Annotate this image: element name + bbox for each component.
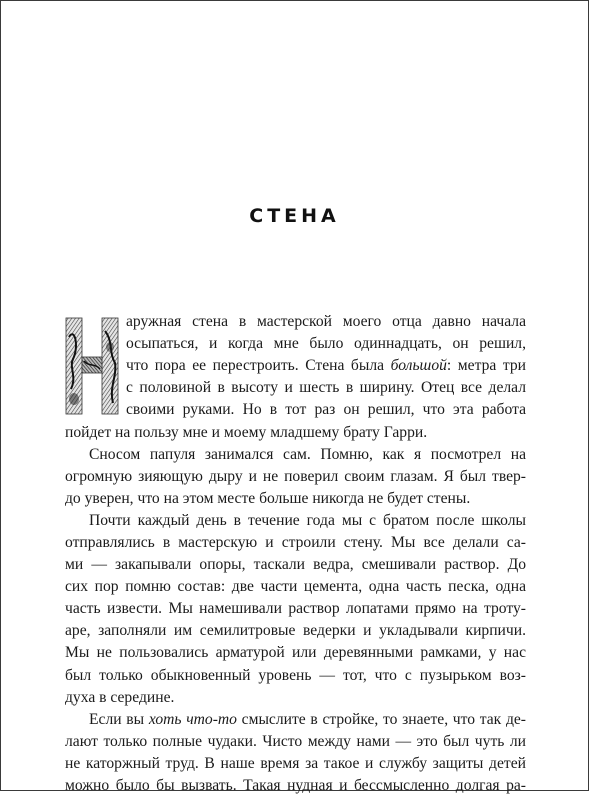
text-line: отправлялись в мастерскую и строили стену. Мы все делали са-: [65, 533, 526, 551]
italic-emphasis: хоть что-то: [148, 710, 237, 728]
text-line: пойдет на пользу мне и моему младшему брату Гарри.: [65, 423, 428, 441]
drop-cap-illustration: [65, 317, 119, 415]
text-line: своими руками. Но в тот раз он решил, что эта работа: [126, 401, 526, 419]
text-line: осыпаться, и когда мне было одиннадцать, он решил,: [126, 335, 526, 353]
text-line: лают только полные чудаки. Чисто между нами — это был чуть ли: [65, 732, 526, 750]
first-paragraph-dropcap-section: [65, 311, 526, 422]
text-fragment: смыслите в стройке, то знаете, что так де-: [236, 710, 526, 728]
text-line: духа в середине.: [65, 688, 175, 706]
text-fragment: : метра три: [446, 357, 526, 375]
text-line: ми — закапывали опоры, таскали ведра, смешивали раствор. До: [65, 556, 526, 574]
text-fragment: что пора ее перестроить. Стена была: [126, 357, 391, 375]
text-line: с половиной в высоту и шесть в ширину. Отец все делал: [126, 379, 526, 397]
text-line: можно было бы вызвать. Такая нудная и бессмысленно долгая ра-: [65, 777, 526, 794]
text-line: Мы не пользовались арматурой или деревянными рамками, у нас: [65, 644, 526, 662]
text-line: часть извести. Мы намешивали раствор лопатами прямо на троту-: [65, 600, 526, 618]
text-line: аружная стена в мастерской моего отца давно начала: [126, 313, 526, 330]
text-line: был только обыкновенный уровень — тот, что с пузырьком воз-: [65, 666, 526, 684]
text-line: [65, 709, 526, 731]
chapter-title: СТЕНА: [249, 205, 340, 227]
text-line: Сносом папуля занимался сам. Помню, как я посмотрел на: [89, 445, 526, 463]
text-line: до уверен, что на этом месте больше никогда не будет стены.: [65, 489, 471, 507]
text-line: аре, заполняли им семилитровые ведерки и укладывали кирпичи.: [65, 622, 526, 640]
italic-emphasis: большой: [390, 357, 447, 375]
body-text: [65, 311, 526, 797]
text-line: огромную зияющую дыру и не поверил своим глазам. Я был твер-: [65, 467, 526, 485]
text-line: сих пор помню состав: две части цемента, одна часть песка, одна: [65, 578, 526, 596]
text-line: Почти каждый день в течение года мы с братом после школы: [89, 511, 526, 529]
text-fragment: Если вы: [89, 710, 149, 728]
dropcap-adjacent-lines: [126, 311, 526, 421]
text-line: не каторжный труд. В наше время за такое и службу защиты детей: [65, 754, 526, 772]
text-line: [126, 355, 526, 377]
